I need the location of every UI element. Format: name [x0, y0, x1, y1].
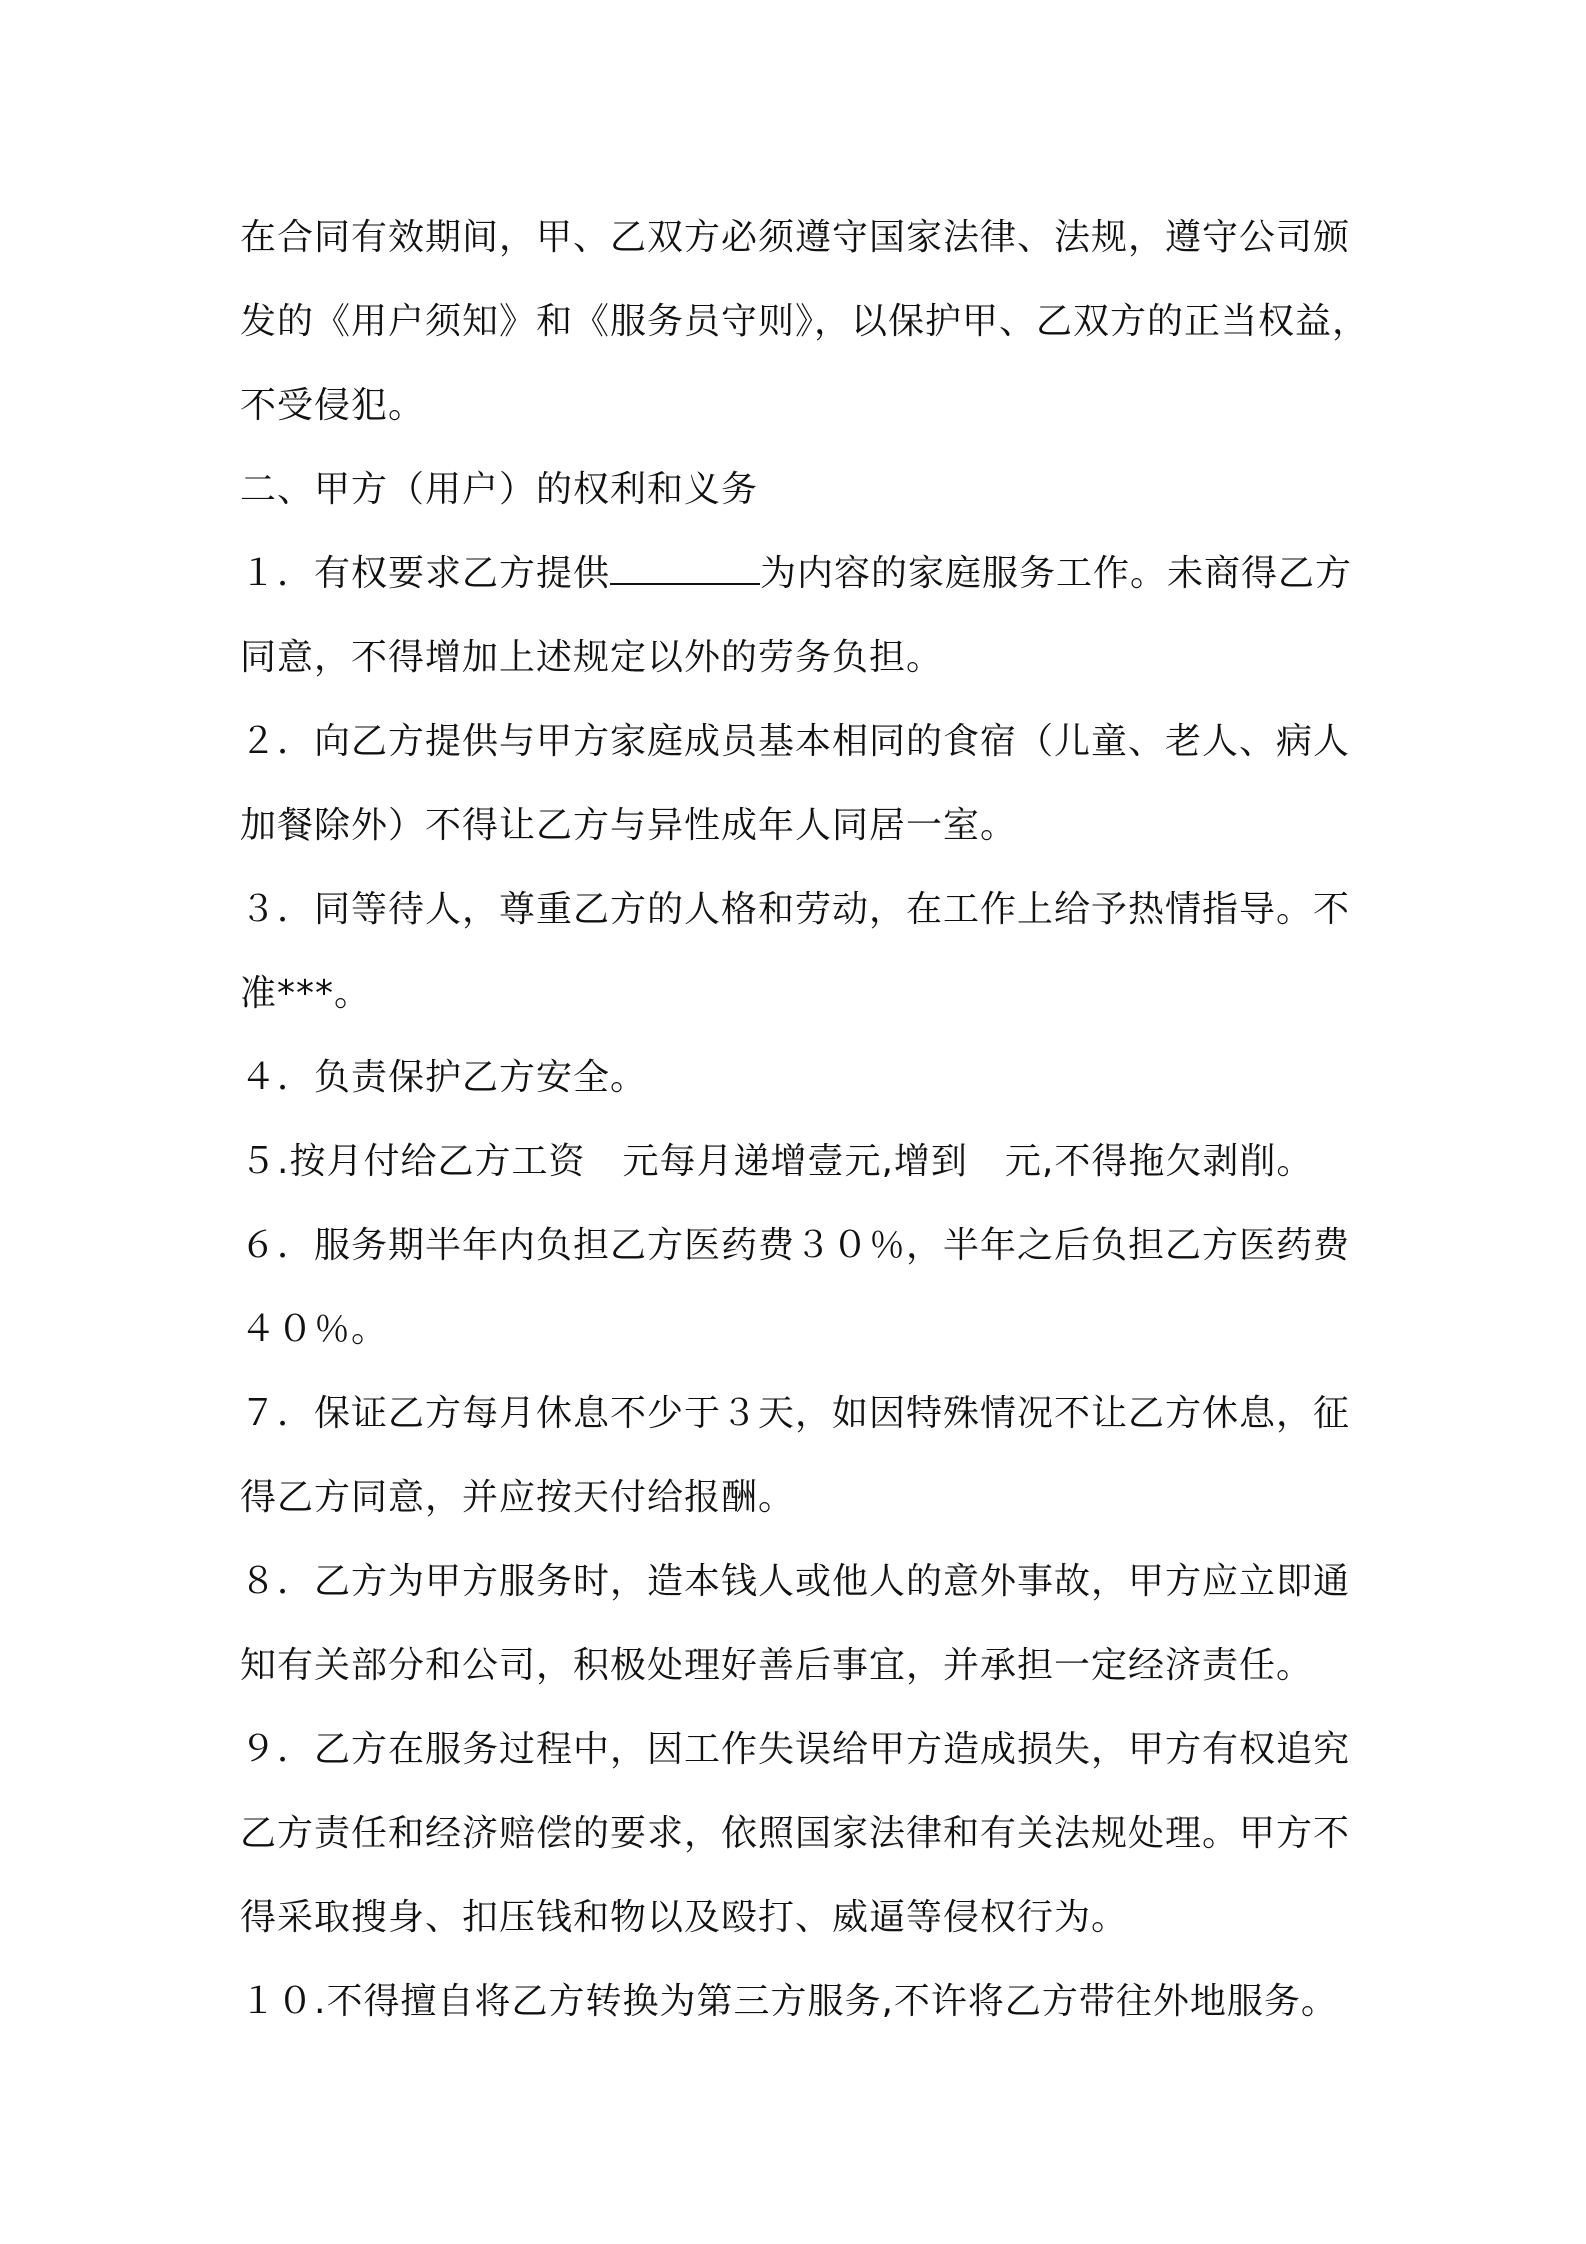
text-line: 准***。	[240, 973, 372, 1014]
text-before-blank: １．有权要求乙方提供	[240, 553, 611, 594]
text-line: 加餐除外）不得让乙方与异性成年人同居一室。	[240, 805, 1018, 846]
text-line: ５.按月付给乙方工资 元每月递增壹元,增到 元,不得拖欠剥削。	[240, 1141, 1314, 1182]
text-line: 不受侵犯。	[240, 385, 426, 426]
text-line: 发的《用户须知》和《服务员守则》，以保护甲、乙双方的正当权益，	[240, 301, 1370, 342]
text-line: 得采取搜身、扣压钱和物以及殴打、威逼等侵权行为。	[240, 1897, 1129, 1938]
text-line: ７．保证乙方每月休息不少于３天，如因特殊情况不让乙方休息，征	[240, 1393, 1351, 1434]
text-line: 乙方责任和经济赔偿的要求，依照国家法律和有关法规处理。甲方不	[240, 1813, 1351, 1854]
document-page	[240, 196, 1370, 2044]
text-line: ３．同等待人，尊重乙方的人格和劳动，在工作上给予热情指导。不	[240, 889, 1351, 930]
text-line: ４．负责保护乙方安全。	[240, 1057, 648, 1098]
text-line: ９．乙方在服务过程中，因工作失误给甲方造成损失，甲方有权追究	[240, 1729, 1351, 1770]
text-line: 同意，不得增加上述规定以外的劳务负担。	[240, 637, 944, 678]
text-after-blank: 为内容的家庭服务工作。未商得乙方	[760, 553, 1353, 594]
text-line: ８．乙方为甲方服务时，造本钱人或他人的意外事故，甲方应立即通	[240, 1561, 1351, 1602]
text-line: 在合同有效期间，甲、乙双方必须遵守国家法律、法规，遵守公司颁	[240, 217, 1351, 258]
text-line: 知有关部分和公司，积极处理好善后事宜，并承担一定经济责任。	[240, 1645, 1314, 1686]
section-heading: 二、甲方（用户）的权利和义务	[240, 469, 759, 510]
text-line: １０.不得擅自将乙方转换为第三方服务,不许将乙方带往外地服务。	[240, 1981, 1338, 2022]
fill-in-blank[interactable]	[610, 553, 760, 585]
text-line: ２．向乙方提供与甲方家庭成员基本相同的食宿（儿童、老人、病人	[240, 721, 1351, 762]
text-line: ４０％。	[240, 1309, 389, 1350]
text-line-with-blank	[240, 532, 1355, 616]
text-line: 得乙方同意，并应按天付给报酬。	[240, 1477, 796, 1518]
text-line: ６．服务期半年内负担乙方医药费３０％，半年之后负担乙方医药费	[240, 1225, 1351, 1266]
